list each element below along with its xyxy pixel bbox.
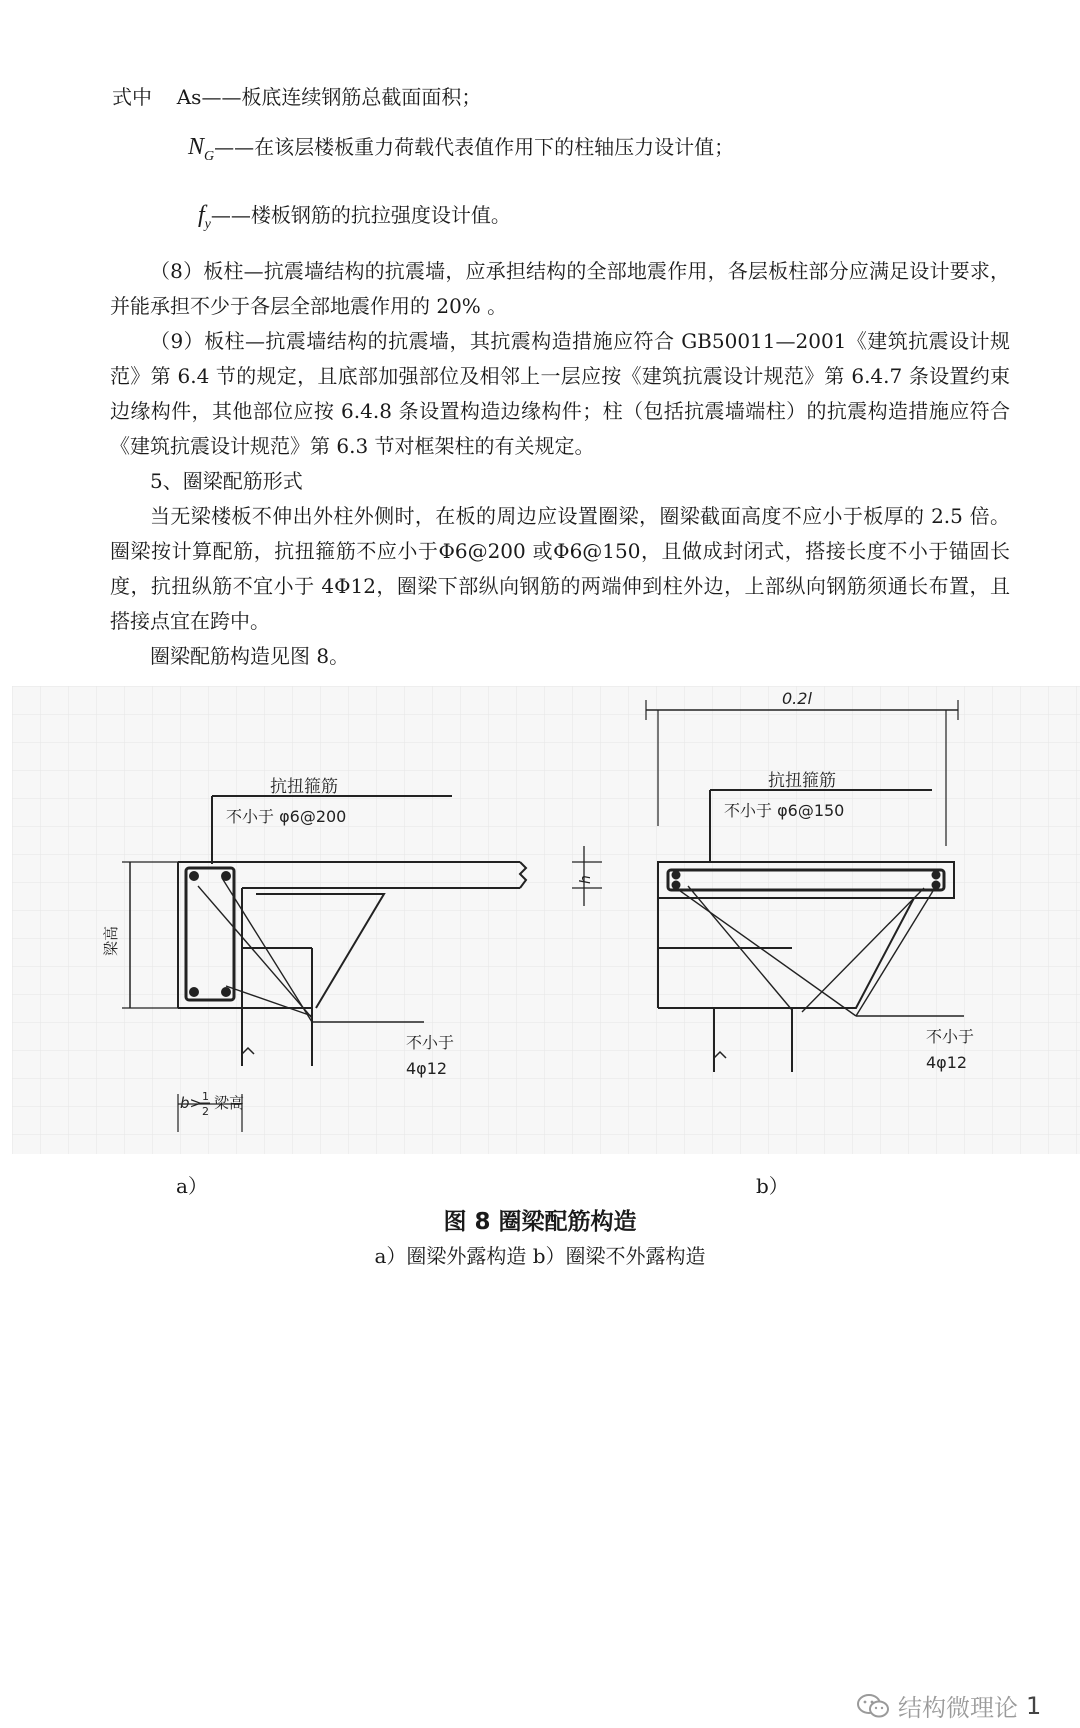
figure-title: 图 8 圈梁配筋构造: [443, 1209, 637, 1235]
a-width-note-b: b>: [180, 1094, 203, 1112]
a-stirrup-spec: 不小于 φ6@200: [226, 807, 347, 826]
b-rebar-top-right: [933, 872, 940, 879]
a-rebar-top-left: [190, 872, 198, 880]
figure-grid: [12, 686, 1080, 1154]
def-as-symbol: As: [176, 85, 202, 109]
a-rebar-bottom-right: [222, 988, 230, 996]
def-fy-symbol: f: [198, 202, 205, 228]
b-rebar-bottom-right: [933, 882, 940, 889]
paragraph-9: （9）板柱—抗震墙结构的抗震墙，其抗震构造措施应符合 GB50011—2001《建筑抗震设计规范》第 6.4 节的规定，且底部加强部位及相邻上一层应按《建筑抗震设计规范》第 6.4.7 条设置约束边缘构件，其他部位应按 6.4.8 条设置构造边缘构件；柱（包括抗震墙端柱）的抗震构造措施应符合《建筑抗震设计规范》第 6.3 节对框架柱的有关规定。: [110, 329, 1010, 458]
a-width-note-num: 1: [202, 1090, 209, 1103]
def-as-desc: ——板底连续钢筋总截面面积；: [201, 85, 482, 109]
page-number-fragment: 1: [1026, 1691, 1042, 1720]
b-stirrup-label: 抗扭箍筋: [768, 771, 836, 791]
def-ng-subscript: G: [204, 149, 215, 164]
def-ng-symbol: N: [188, 134, 205, 160]
a-width-note-tail: 梁高: [214, 1094, 245, 1112]
b-dim-label: 0.2l: [782, 689, 812, 708]
section-heading-5: 5、圈梁配筋形式: [150, 469, 303, 493]
b-stirrup-spec: 不小于 φ6@150: [724, 801, 845, 820]
b-rebar-top-left: [673, 872, 680, 879]
a-width-note-den: 2: [202, 1105, 209, 1118]
def-fy-desc: ——楼板钢筋的抗拉强度设计值。: [210, 203, 511, 227]
watermark: [856, 1688, 1041, 1723]
figure-sublabel-a: a）: [176, 1174, 208, 1198]
ring-beam-figure: [12, 686, 1080, 1154]
figure-subtitle: a）圈梁外露构造 b）圈梁不外露构造: [374, 1244, 706, 1268]
paragraph-ring-beam: 当无梁楼板不伸出外柱外侧时，在板的周边应设置圈梁，圈梁截面高度不应小于板厚的 2.5 倍。圈梁按计算配筋，抗扭箍筋不应小于Φ6@200 或Φ6@150，且做成封闭式，搭接长度不小于锚固长度，抗扭纵筋不宜小于 4Φ12，圈梁下部纵向钢筋的两端伸到柱外边，上部纵向钢筋须通长布置，且搭接点宜在跨中。: [110, 504, 1010, 633]
a-stirrup-label: 抗扭箍筋: [270, 777, 338, 797]
wechat-icon: [856, 1692, 890, 1720]
a-height-label: 梁高: [102, 925, 120, 956]
b-bar-spec: 4φ12: [926, 1053, 968, 1072]
figure-sublabel-b: b）: [756, 1174, 789, 1198]
def-fy-subscript: y: [204, 217, 211, 232]
a-rebar-bottom-left: [190, 988, 198, 996]
b-rebar-bottom-left: [673, 882, 680, 889]
def-ng-desc: ——在该层楼板重力荷载代表值作用下的柱轴压力设计值；: [214, 135, 735, 159]
a-h-label: h: [578, 875, 594, 884]
paragraph-8: （8）板柱—抗震墙结构的抗震墙，应承担结构的全部地震作用，各层板柱部分应满足设计要求，并能承担不少于各层全部地震作用的 20% 。: [110, 259, 1010, 318]
def-fy: [198, 198, 511, 242]
def-as: [112, 80, 481, 114]
a-bar-min-label: 不小于: [406, 1033, 455, 1052]
see-figure-note: 圈梁配筋构造见图 8。: [150, 644, 350, 668]
b-bar-min-label: 不小于: [926, 1027, 975, 1046]
watermark-text: 结构微理论: [898, 1694, 1018, 1722]
a-bar-spec: 4φ12: [406, 1059, 448, 1078]
def-ng: [188, 130, 734, 174]
def-as-prefix: 式中: [112, 85, 152, 109]
